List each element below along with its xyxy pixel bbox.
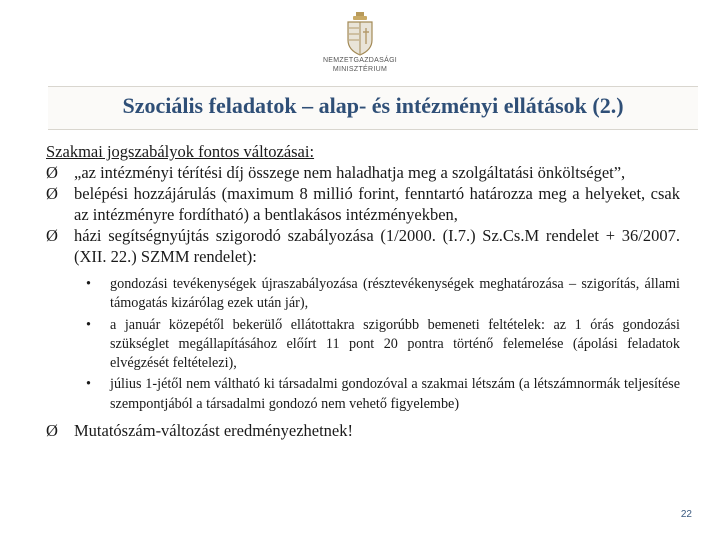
sub-bullet-item (46, 275, 680, 314)
sub-bullet-text: gondozási tevékenységek újraszabályozása (résztevékenységek meghatározása – szigorítás, állami támogatás kizárólag ezek után jár), (110, 276, 680, 312)
arrow-bullet-icon: Ø (46, 421, 58, 441)
arrow-bullet-icon: Ø (46, 163, 58, 182)
hungarian-coat-of-arms-icon (345, 12, 375, 56)
sub-bullet-text: július 1-jétől nem váltható ki társadalmi gondozóval a szakmai létszám (a létszámnormák teljesítése szempontjából a társadalmi gondozó nem vehető figyelembe) (110, 376, 680, 412)
title-bar (48, 86, 698, 130)
bullet-text: házi segítségnyújtás szigorodó szabályozása (1/2000. (I.7.) Sz.Cs.M rendelet + 36/2007. (XII. 22.) SZMM rendelet): (74, 226, 680, 266)
page-number: 22 (680, 509, 692, 520)
sub-bullet-item (46, 316, 680, 374)
bullet-text: Mutatószám-változást eredményezhetnek! (74, 421, 354, 441)
dot-bullet-icon: • (86, 376, 91, 393)
section-heading: Szakmai jogszabályok fontos változásai: (46, 142, 315, 161)
sub-bullet-item (46, 375, 680, 414)
bullet-text: „az intézményi térítési díj összege nem haladhatja meg a szolgáltatási önköltséget”, (74, 163, 626, 182)
dot-bullet-icon: • (86, 276, 91, 292)
bullet-item (46, 162, 680, 183)
slide-body (46, 141, 680, 441)
bullet-item (46, 420, 680, 441)
ministry-logo (318, 12, 402, 82)
bullet-text: belépési hozzájárulás (maximum 8 millió forint, fenntartó határozza meg a helyeket, csak az intézményre fordítható) a bentlakásos intézményekben, (74, 184, 680, 224)
bullet-item (46, 225, 680, 267)
logo-text-line1: NEMZETGAZDASÁGI (322, 57, 398, 64)
sub-bullet-list (46, 275, 680, 414)
logo-text-line2: MINISZTÉRIUM (332, 66, 388, 73)
slide-title: Szociális feladatok – alap- és intézményi ellátások (2.) (122, 93, 624, 118)
bullet-item (46, 183, 680, 225)
dot-bullet-icon: • (86, 316, 91, 333)
arrow-bullet-icon: Ø (46, 184, 58, 203)
arrow-bullet-icon: Ø (46, 226, 58, 245)
sub-bullet-text: a január közepétől bekerülő ellátottakra szigorúbb bemeneti feltételek: az 1 órás gondozási szükséglet megállapításához előírt 11 pont 20 pontra történő felemelése (ápolási feladatok elvégzését feltételezi), (110, 316, 680, 372)
